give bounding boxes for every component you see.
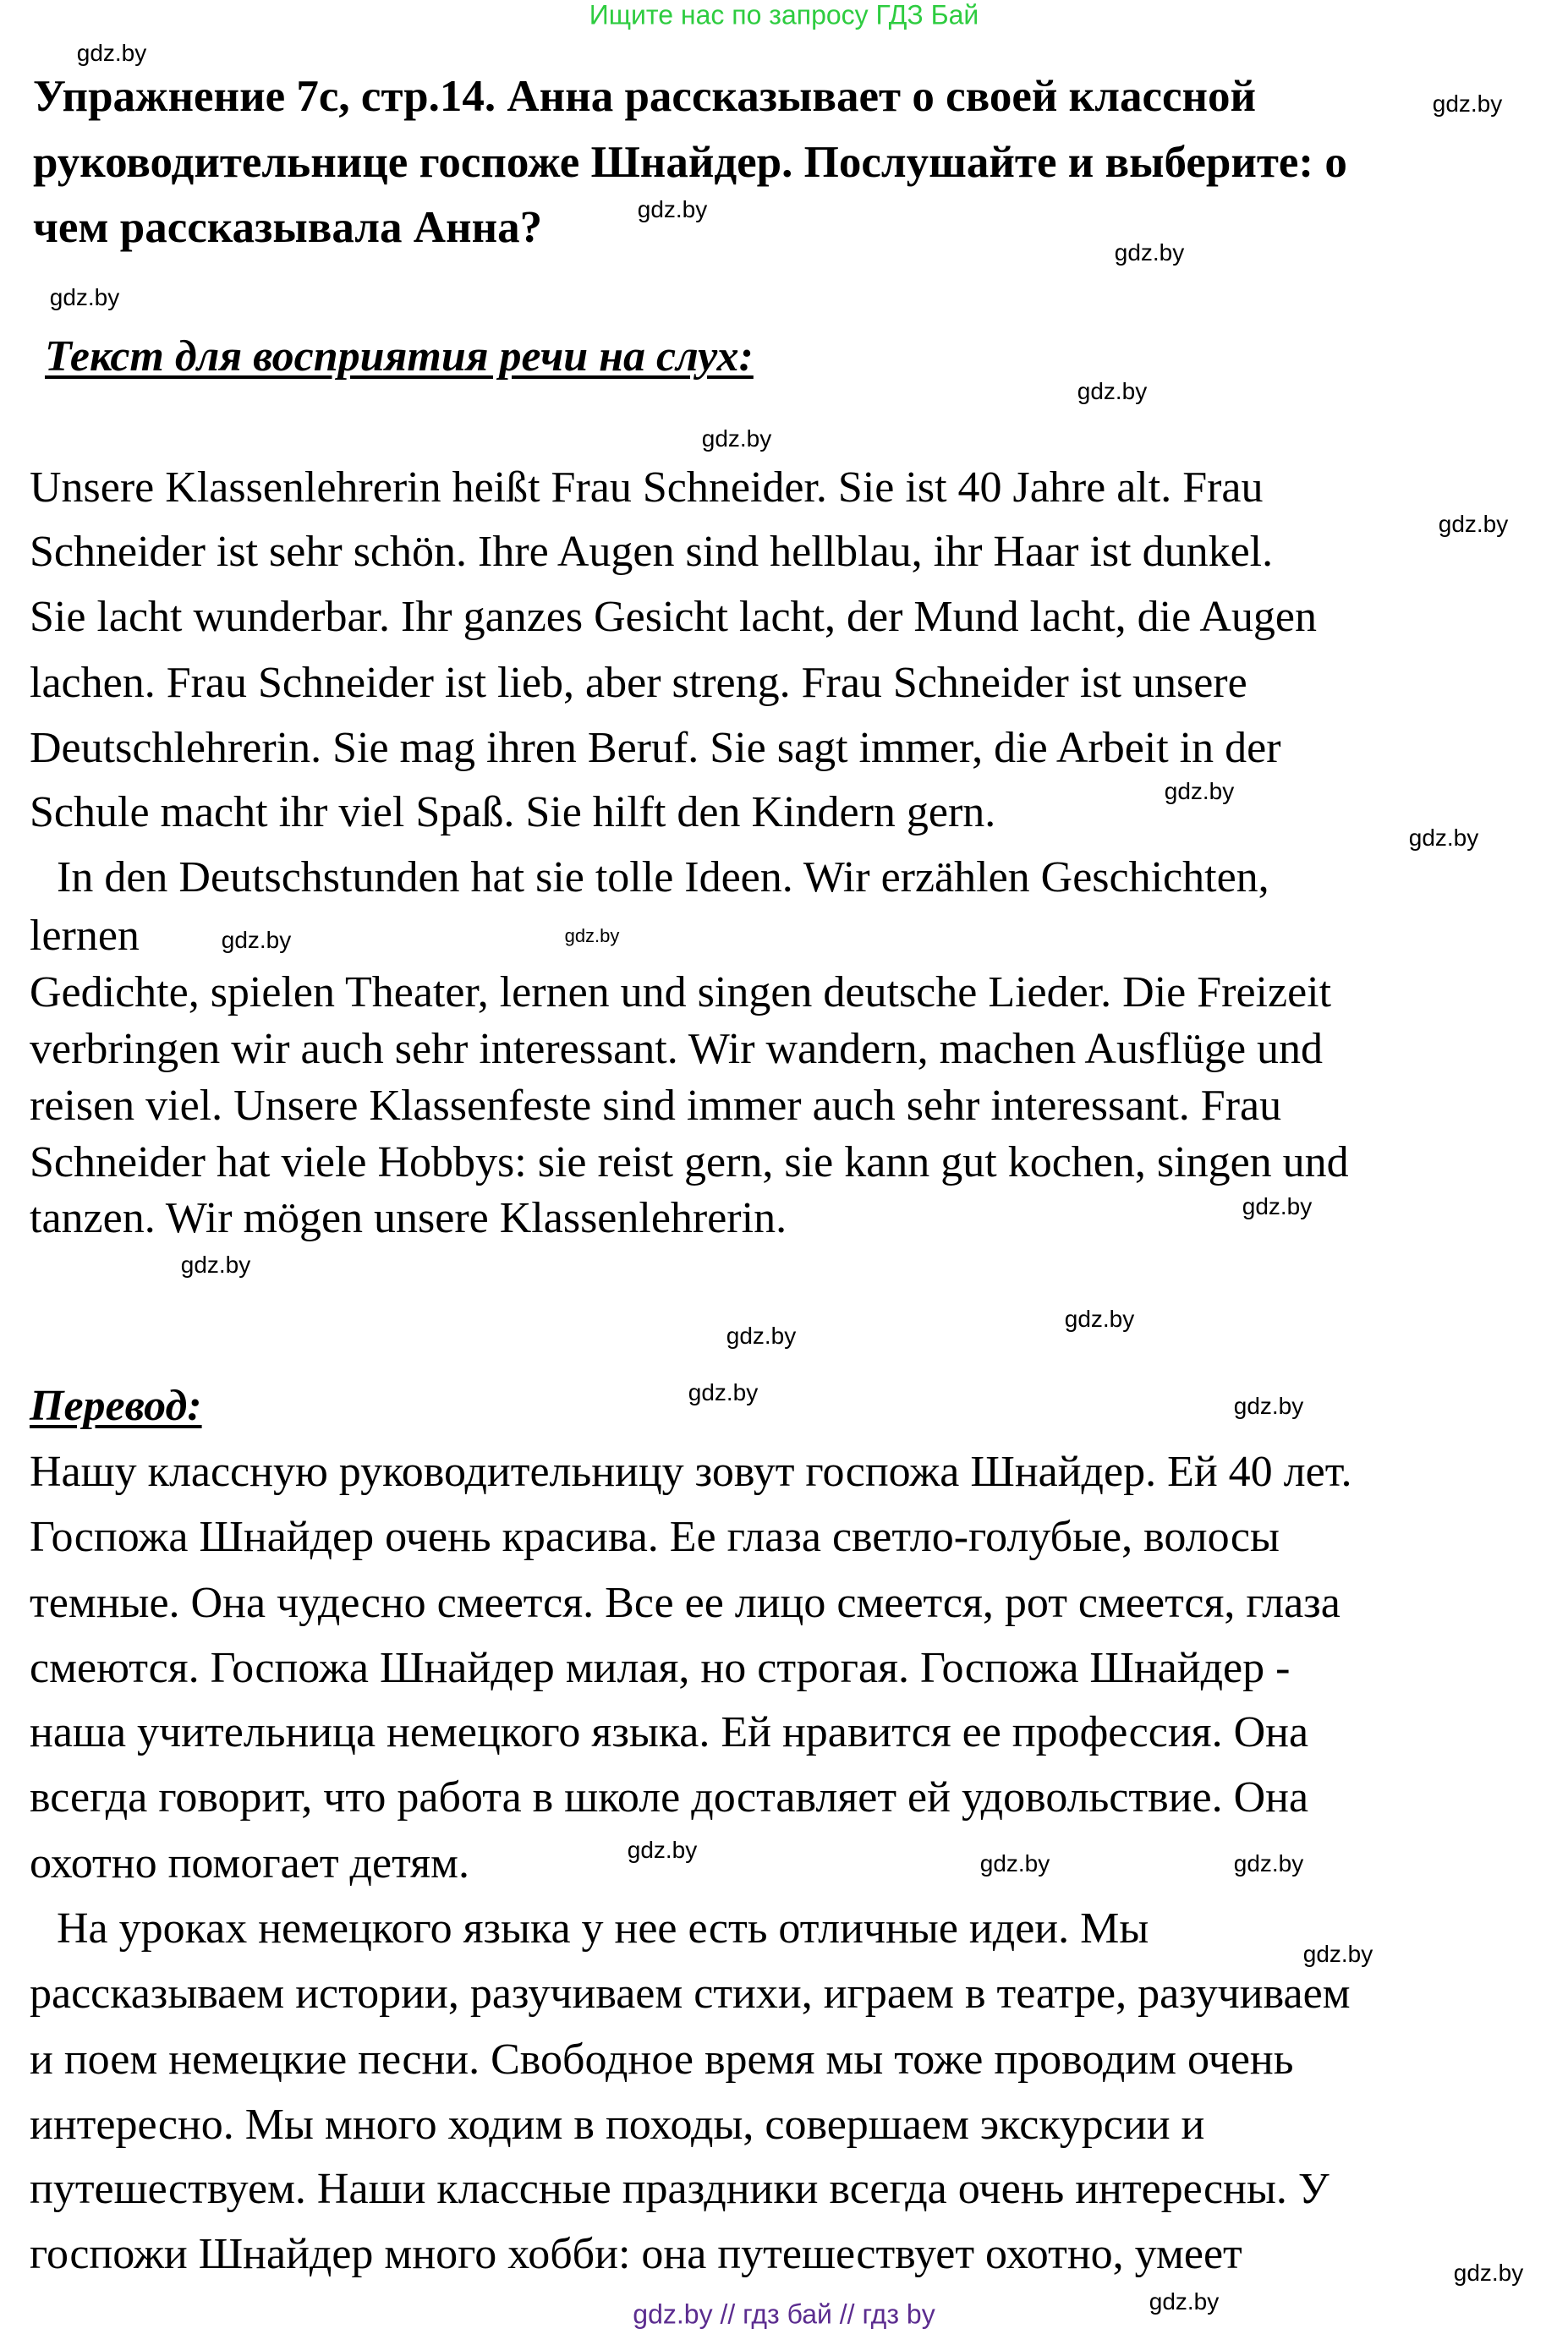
- watermark-text: gdz.by: [1164, 778, 1235, 804]
- russian-text-line: Госпожа Шнайдер очень красива. Ее глаза светло-голубые, волосы: [30, 1513, 1280, 1561]
- watermark-text: gdz.by: [1064, 1306, 1135, 1332]
- translation-heading: Перевод:: [30, 1382, 202, 1430]
- russian-text-line: интересно. Мы много ходим в походы, совершаем экскурсии и: [30, 2101, 1205, 2149]
- watermark-text: gdz.by: [726, 1323, 797, 1349]
- watermark-text: gdz.by: [627, 1837, 698, 1863]
- watermark-text: gdz.by: [637, 196, 708, 222]
- watermark-text: gdz.by: [1453, 2260, 1524, 2286]
- russian-text-line: На уроках немецкого языка у нее есть отличные идеи. Мы: [57, 1904, 1149, 1953]
- watermark-text: gdz.by: [1302, 1941, 1373, 1967]
- watermark-text: gdz.by: [49, 284, 120, 310]
- watermark-text: gdz.by: [564, 925, 620, 946]
- watermark-text: gdz.by: [221, 927, 292, 953]
- german-text-line: Schneider hat viele Hobbys: sie reist gern, sie kann gut kochen, singen und: [30, 1138, 1349, 1186]
- german-text-line: tanzen. Wir mögen unsere Klassenlehrerin.: [30, 1194, 787, 1242]
- german-text-line: lachen. Frau Schneider ist lieb, aber streng. Frau Schneider ist unsere: [30, 659, 1247, 707]
- watermark-text: gdz.by: [701, 425, 772, 452]
- german-text-line: Deutschlehrerin. Sie mag ihren Beruf. Sie sagt immer, die Arbeit in der: [30, 724, 1281, 772]
- german-text-line: Unsere Klassenlehrerin heißt Frau Schneider. Sie ist 40 Jahre alt. Frau: [30, 463, 1264, 512]
- german-text-line: Gedichte, spielen Theater, lernen und singen deutsche Lieder. Die Freizeit: [30, 968, 1332, 1016]
- watermark-text: gdz.by: [1233, 1393, 1304, 1419]
- watermark-text: gdz.by: [1233, 1850, 1304, 1877]
- listening-heading: Текст для восприятия речи на слух:: [45, 332, 754, 381]
- german-text-line: Schneider ist sehr schön. Ihre Augen sind hellblau, ihr Haar ist dunkel.: [30, 528, 1274, 576]
- watermark-text: gdz.by: [1432, 90, 1503, 117]
- russian-text-line: и поем немецкие песни. Свободное время мы тоже проводим очень: [30, 2035, 1294, 2084]
- russian-text-line: всегда говорит, что работа в школе доставляет ей удовольствие. Она: [30, 1773, 1309, 1822]
- russian-text-line: рассказываем истории, разучиваем стихи, играем в театре, разучиваем: [30, 1970, 1351, 2018]
- german-text-line: lernen: [30, 912, 140, 960]
- german-text-line: verbringen wir auch sehr interessant. Wir wandern, machen Ausflüge und: [30, 1025, 1324, 1073]
- watermark-text: gdz.by: [688, 1379, 759, 1405]
- exercise-title-line: руководительнице госпоже Шнайдер. Послушайте и выберите: о: [33, 138, 1347, 187]
- footer-links[interactable]: gdz.by // гдз бай // гдз by: [633, 2298, 935, 2330]
- russian-text-line: охотно помогает детям.: [30, 1839, 469, 1887]
- russian-text-line: темные. Она чудесно смеется. Все ее лицо смеется, рот смеется, глаза: [30, 1579, 1340, 1627]
- watermark-text: gdz.by: [180, 1252, 251, 1278]
- exercise-title-line: чем рассказывала Анна?: [33, 203, 543, 252]
- exercise-title-line: Упражнение 7с, стр.14. Анна рассказывает о своей классной: [33, 72, 1257, 121]
- russian-text-line: смеются. Госпожа Шнайдер милая, но строгая. Госпожа Шнайдер -: [30, 1644, 1291, 1692]
- watermark-text: gdz.by: [76, 40, 147, 66]
- watermark-text: gdz.by: [1438, 511, 1509, 537]
- search-banner[interactable]: Ищите нас по запросу ГДЗ Бай: [589, 0, 979, 30]
- german-text-line: reisen viel. Unsere Klassenfeste sind immer auch sehr interessant. Frau: [30, 1082, 1282, 1130]
- russian-text-line: путешествуем. Наши классные праздники всегда очень интересны. У: [30, 2165, 1330, 2213]
- watermark-text: gdz.by: [979, 1850, 1050, 1877]
- russian-text-line: наша учительница немецкого языка. Ей нравится ее профессия. Она: [30, 1708, 1309, 1756]
- russian-text-line: госпожи Шнайдер много хобби: она путешествует охотно, умеет: [30, 2230, 1242, 2278]
- russian-text-line: Нашу классную руководительницу зовут госпожа Шнайдер. Ей 40 лет.: [30, 1448, 1352, 1496]
- watermark-text: gdz.by: [1242, 1193, 1313, 1219]
- watermark-text: gdz.by: [1114, 239, 1185, 266]
- german-text-line: Schule macht ihr viel Spaß. Sie hilft den Kindern gern.: [30, 788, 996, 836]
- watermark-text: gdz.by: [1149, 2288, 1220, 2315]
- watermark-text: gdz.by: [1077, 378, 1148, 404]
- watermark-text: gdz.by: [1408, 825, 1479, 851]
- german-text-line: Sie lacht wunderbar. Ihr ganzes Gesicht lacht, der Mund lacht, die Augen: [30, 593, 1317, 641]
- german-text-line: In den Deutschstunden hat sie tolle Ideen. Wir erzählen Geschichten,: [57, 853, 1269, 901]
